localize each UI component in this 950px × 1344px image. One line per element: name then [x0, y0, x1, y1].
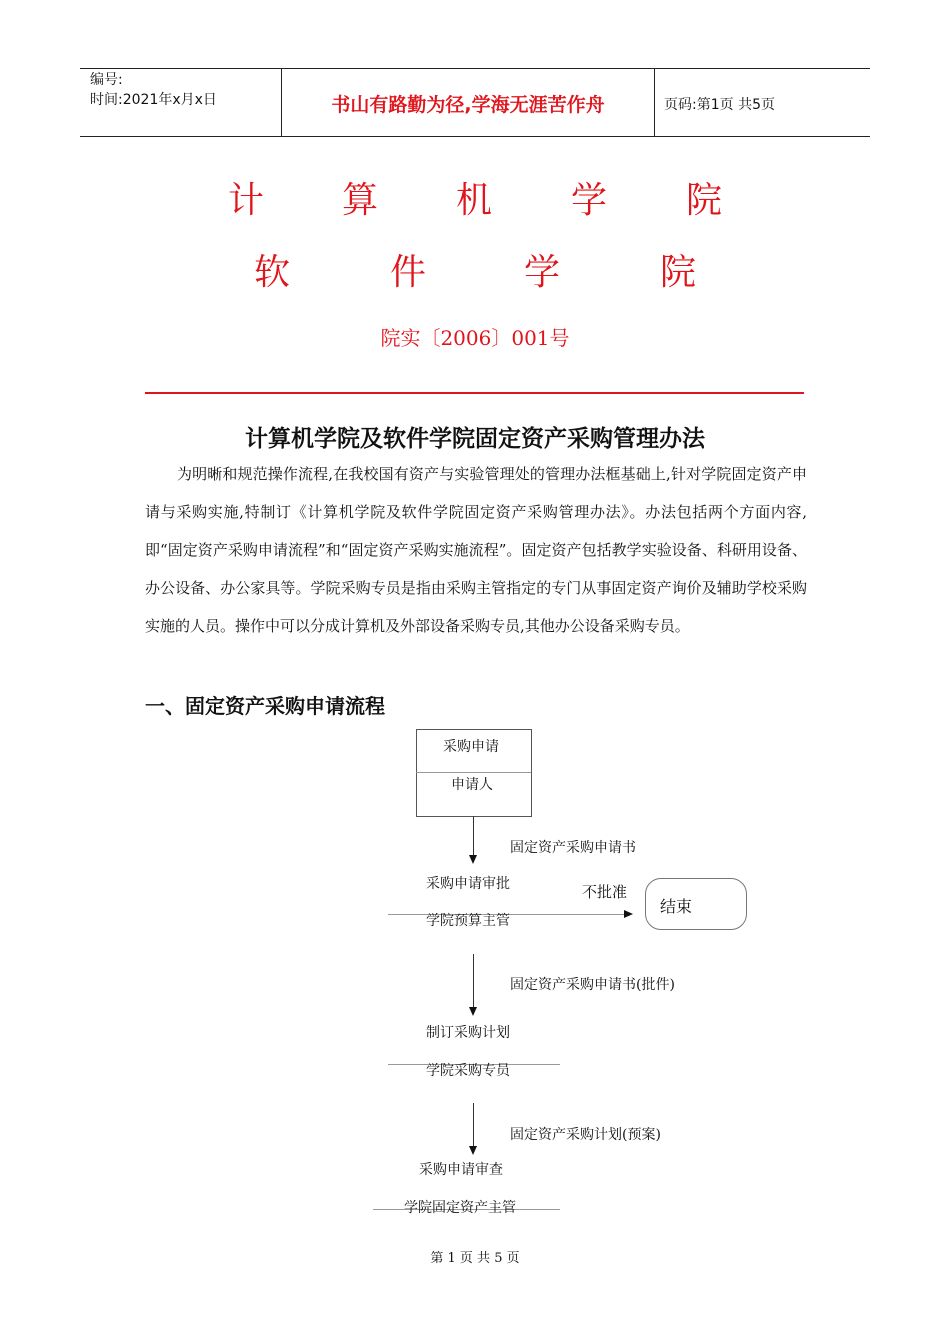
title-line2-char: 院	[660, 252, 697, 293]
header-divider-2	[654, 68, 655, 136]
title-line2-char: 学	[524, 252, 561, 293]
header-motto: 书山有路勤为径,学海无涯苦作舟	[331, 94, 605, 116]
title-line1-char: 算	[342, 180, 379, 221]
header-number-label: 编号:	[90, 72, 123, 88]
header-meta	[90, 70, 217, 110]
title-line1-char: 计	[228, 180, 265, 221]
title-line1-char: 机	[456, 180, 493, 221]
flow-reject-label: 不批准	[582, 883, 628, 901]
flow-connector	[473, 816, 474, 856]
flow-end-label: 结束	[660, 897, 693, 916]
title-line2-char: 软	[254, 252, 291, 293]
flow-step-divider	[416, 772, 531, 773]
flow-step3-title: 制订采购计划	[426, 1025, 510, 1041]
arrow-down-icon	[469, 1007, 477, 1016]
header-page-info: 页码:第1页 共5页	[664, 97, 775, 113]
flow-step1-title: 采购申请	[443, 739, 499, 755]
header-top-border	[80, 68, 870, 69]
title-line2-char: 件	[390, 252, 427, 293]
red-divider	[145, 392, 804, 394]
header-bottom-border	[80, 136, 870, 137]
flow-arrow1-label: 固定资产采购申请书	[510, 840, 636, 856]
flow-step2-title: 采购申请审批	[426, 876, 510, 892]
header-time-label: 时间:2021年x月x日	[90, 92, 217, 108]
flow-step4-role: 学院固定资产主管	[404, 1200, 516, 1216]
intro-paragraph: 为明晰和规范操作流程,在我校国有资产与实验管理处的管理办法框基础上,针对学院固定资产申请与采购实施,特制订《计算机学院及软件学院固定资产采购管理办法》。办法包括两个方面内容,即“固定资产采购申请流程”和“固定资产采购实施流程”。固定资产包括教学实验设备、科研用设备、办公设备、办公家具等。学院采购专员是指由采购主管指定的专门从事固定资产询价及辅助学校采购实施的人员。操作中可以分成计算机及外部设备采购专员,其他办公设备采购专员。	[145, 465, 807, 635]
flow-connector	[473, 1103, 474, 1148]
section-heading: 一、固定资产采购申请流程	[145, 694, 385, 718]
arrow-down-icon	[469, 1146, 477, 1155]
document-title: 计算机学院及软件学院固定资产采购管理办法	[245, 425, 705, 452]
flow-step3-role: 学院采购专员	[426, 1063, 510, 1079]
flow-arrow3-label: 固定资产采购计划(预案)	[510, 1127, 661, 1143]
document-number: 院实〔2006〕001号	[380, 326, 570, 350]
title-line1-char: 院	[686, 180, 723, 221]
title-line1-char: 学	[571, 180, 608, 221]
flow-step2-role: 学院预算主管	[426, 913, 510, 929]
flow-step1-role: 申请人	[451, 777, 493, 793]
flow-arrow2-label: 固定资产采购申请书(批件)	[510, 977, 675, 993]
arrow-right-icon	[624, 910, 633, 918]
flow-step4-title: 采购申请审查	[419, 1162, 503, 1178]
page-footer: 第 1 页 共 5 页	[430, 1251, 520, 1266]
flow-connector	[473, 954, 474, 1009]
arrow-down-icon	[469, 855, 477, 864]
